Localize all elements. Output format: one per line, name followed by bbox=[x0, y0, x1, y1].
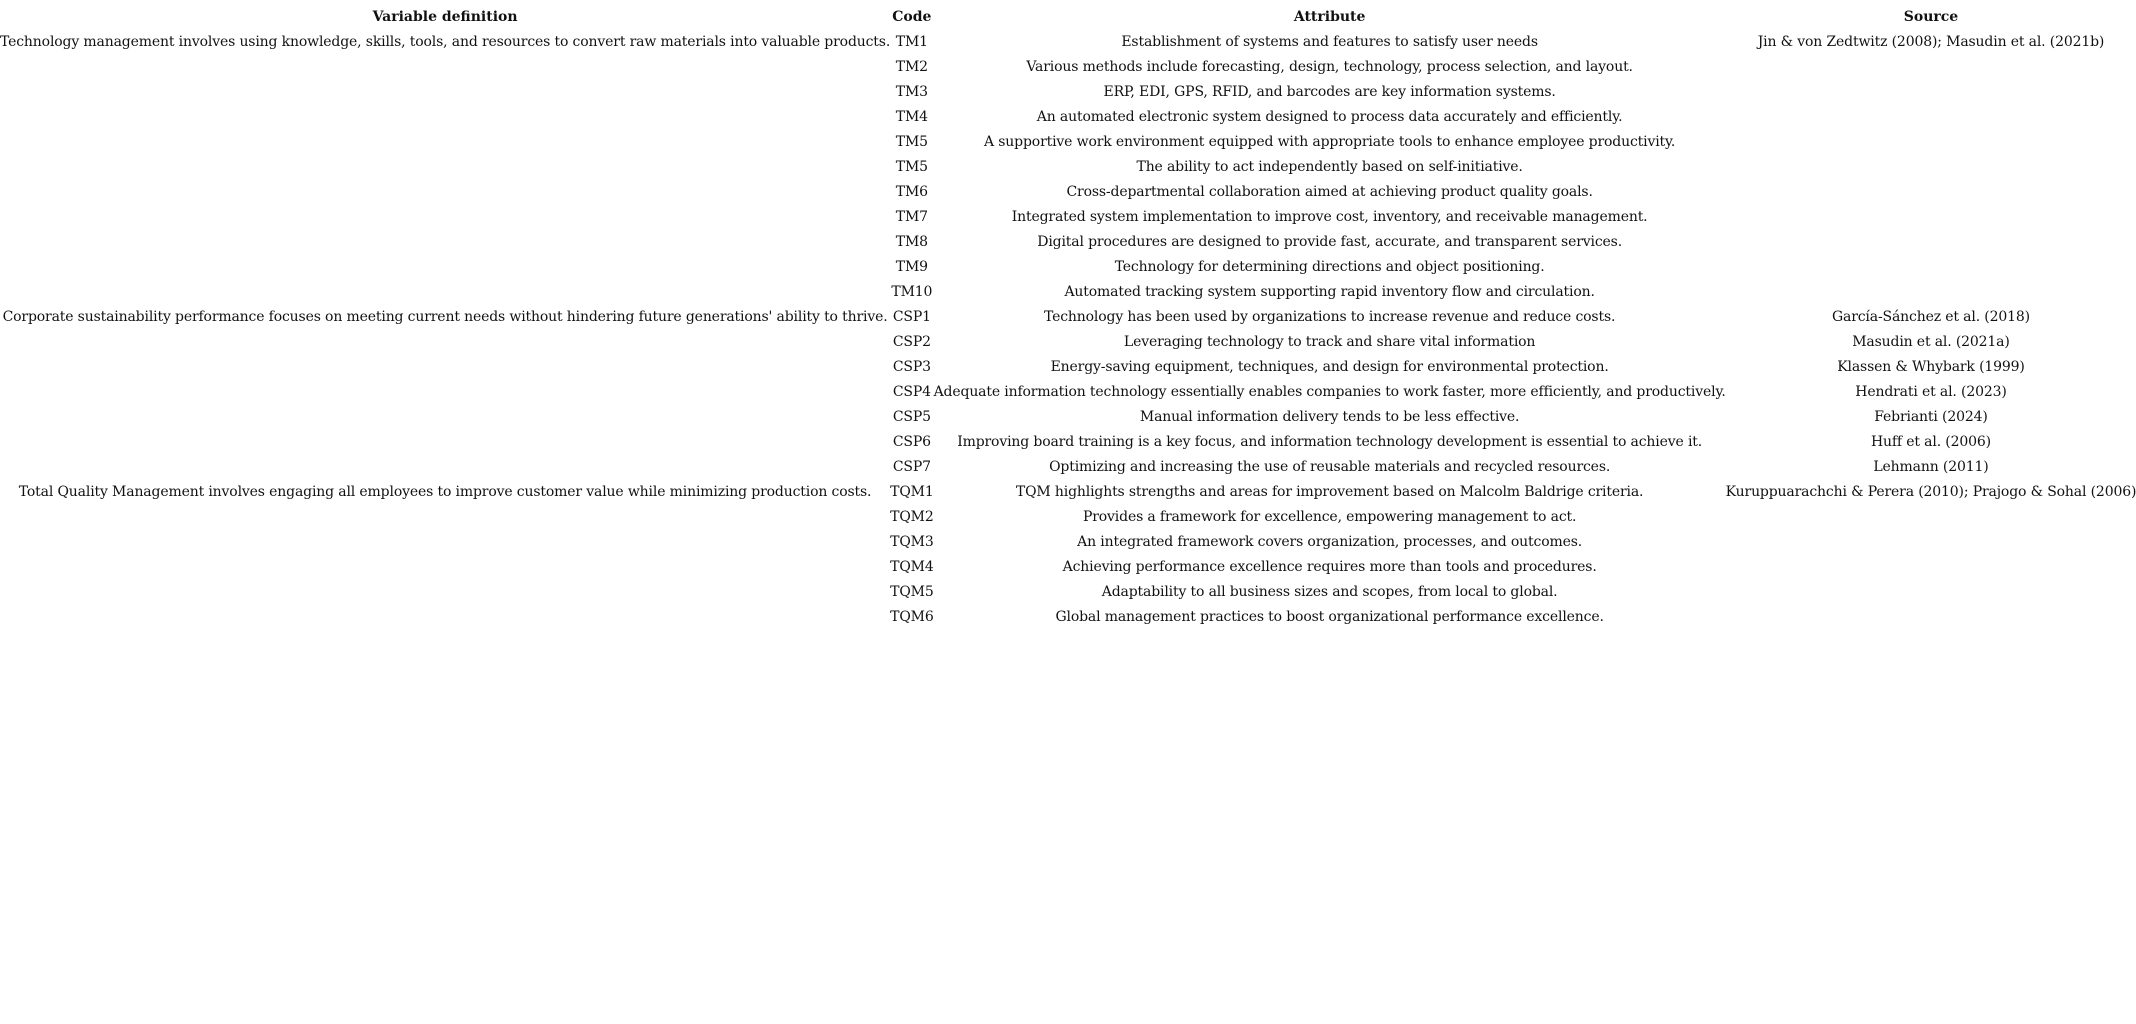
definition-cell bbox=[0, 505, 890, 530]
header-attribute: Attribute bbox=[1293, 9, 1366, 25]
source-cell bbox=[1726, 155, 2136, 180]
code-cell: TM9 bbox=[895, 259, 928, 275]
definition-cell: Technology management involves using knowledge, skills, tools, and resources to convert raw materials into valuable products. bbox=[0, 34, 891, 50]
attribute-cell: Establishment of systems and features to satisfy user needs bbox=[1121, 34, 1538, 50]
source-cell: Febrianti (2024) bbox=[1874, 409, 1988, 425]
table-row bbox=[0, 555, 2136, 580]
attribute-cell: An integrated framework covers organization, processes, and outcomes. bbox=[1077, 534, 1583, 550]
definition-cell bbox=[0, 280, 890, 305]
table-row bbox=[0, 405, 2136, 430]
code-cell: TM3 bbox=[895, 84, 928, 100]
code-cell: TM2 bbox=[895, 59, 928, 75]
definition-cell bbox=[0, 130, 890, 155]
definition-cell bbox=[0, 330, 890, 355]
definition-cell: Corporate sustainability performance focuses on meeting current needs without hindering future generations' ability to thrive. bbox=[2, 309, 888, 325]
attribute-cell: Achieving performance excellence requires more than tools and procedures. bbox=[1062, 559, 1597, 575]
attribute-cell: Leveraging technology to track and share vital information bbox=[1123, 334, 1536, 350]
table-row bbox=[0, 430, 2136, 455]
source-cell: Jin & von Zedtwitz (2008); Masudin et al. (2021b) bbox=[1757, 34, 2105, 50]
definition-cell bbox=[0, 105, 890, 130]
source-cell bbox=[1726, 280, 2136, 305]
attribute-cell: A supportive work environment equipped with appropriate tools to enhance employee productivity. bbox=[984, 134, 1676, 150]
definition-cell bbox=[0, 455, 890, 480]
code-cell: TM6 bbox=[895, 184, 928, 200]
definition-cell bbox=[0, 230, 890, 255]
definition-cell bbox=[0, 530, 890, 555]
attribute-cell: Global management practices to boost organizational performance excellence. bbox=[1055, 609, 1604, 625]
attribute-cell: Various methods include forecasting, design, technology, process selection, and layout. bbox=[1026, 59, 1633, 75]
table-row bbox=[0, 280, 2136, 305]
source-cell: Kuruppuarachchi & Perera (2010); Prajogo & Sohal (2006) bbox=[1725, 484, 2136, 500]
source-cell: Lehmann (2011) bbox=[1873, 459, 1989, 475]
source-cell bbox=[1726, 205, 2136, 230]
source-cell bbox=[1726, 105, 2136, 130]
definition-cell: Total Quality Management involves engaging all employees to improve customer value while minimizing production costs. bbox=[18, 484, 872, 500]
definition-cell bbox=[0, 205, 890, 230]
variables-table-container bbox=[0, 5, 2136, 630]
code-cell: CSP2 bbox=[892, 334, 931, 350]
source-cell bbox=[1726, 580, 2136, 605]
code-cell: CSP1 bbox=[892, 309, 931, 325]
source-cell bbox=[1726, 605, 2136, 630]
definition-cell bbox=[0, 80, 890, 105]
source-cell bbox=[1726, 230, 2136, 255]
definition-cell bbox=[0, 580, 890, 605]
code-cell: TM4 bbox=[895, 109, 928, 125]
source-cell: Hendrati et al. (2023) bbox=[1855, 384, 2007, 400]
definition-cell bbox=[0, 405, 890, 430]
attribute-cell: Technology has been used by organizations to increase revenue and reduce costs. bbox=[1043, 309, 1616, 325]
table-row bbox=[0, 30, 2136, 55]
table-row bbox=[0, 130, 2136, 155]
code-cell: TM1 bbox=[895, 34, 928, 50]
definition-cell bbox=[0, 555, 890, 580]
definition-cell bbox=[0, 355, 890, 380]
code-cell: TM8 bbox=[895, 234, 928, 250]
attribute-cell: Provides a framework for excellence, empowering management to act. bbox=[1082, 509, 1577, 525]
attribute-cell: Energy-saving equipment, techniques, and design for environmental protection. bbox=[1050, 359, 1609, 375]
source-cell bbox=[1726, 130, 2136, 155]
table-body bbox=[0, 30, 2136, 630]
code-cell: TQM5 bbox=[890, 584, 934, 600]
header-row bbox=[0, 5, 2136, 30]
table-row bbox=[0, 480, 2136, 505]
code-cell: CSP5 bbox=[892, 409, 931, 425]
definition-cell bbox=[0, 605, 890, 630]
table-row bbox=[0, 355, 2136, 380]
table-row bbox=[0, 605, 2136, 630]
code-cell: TQM6 bbox=[890, 609, 934, 625]
attribute-cell: An automated electronic system designed to process data accurately and efficiently. bbox=[1036, 109, 1623, 125]
source-cell: Huff et al. (2006) bbox=[1870, 434, 1991, 450]
table-row bbox=[0, 155, 2136, 180]
header-variable-definition: Variable definition bbox=[372, 9, 518, 25]
table-header bbox=[0, 5, 2136, 30]
table-row bbox=[0, 105, 2136, 130]
attribute-cell: TQM highlights strengths and areas for improvement based on Malcolm Baldrige criteria. bbox=[1015, 484, 1644, 500]
attribute-cell: The ability to act independently based on self-initiative. bbox=[1136, 159, 1523, 175]
source-cell: García-Sánchez et al. (2018) bbox=[1831, 309, 2030, 325]
attribute-cell: Cross-departmental collaboration aimed at achieving product quality goals. bbox=[1066, 184, 1593, 200]
attribute-cell: Technology for determining directions and object positioning. bbox=[1114, 259, 1545, 275]
source-cell bbox=[1726, 255, 2136, 280]
table-row bbox=[0, 505, 2136, 530]
source-cell bbox=[1726, 180, 2136, 205]
attribute-cell: Adaptability to all business sizes and scopes, from local to global. bbox=[1101, 584, 1558, 600]
attribute-cell: Manual information delivery tends to be less effective. bbox=[1139, 409, 1520, 425]
table-row bbox=[0, 530, 2136, 555]
attribute-cell: Digital procedures are designed to provide fast, accurate, and transparent services. bbox=[1037, 234, 1622, 250]
code-cell: TM5 bbox=[895, 134, 928, 150]
table-row bbox=[0, 380, 2136, 405]
code-cell: CSP6 bbox=[892, 434, 931, 450]
table-row bbox=[0, 80, 2136, 105]
table-row bbox=[0, 305, 2136, 330]
code-cell: CSP4 bbox=[892, 384, 931, 400]
source-cell bbox=[1726, 505, 2136, 530]
attribute-cell: Automated tracking system supporting rapid inventory flow and circulation. bbox=[1064, 284, 1595, 300]
definition-cell bbox=[0, 255, 890, 280]
source-cell bbox=[1726, 555, 2136, 580]
table-row bbox=[0, 455, 2136, 480]
code-cell: TM5 bbox=[895, 159, 928, 175]
table-row bbox=[0, 55, 2136, 80]
code-cell: TQM3 bbox=[890, 534, 934, 550]
attribute-cell: ERP, EDI, GPS, RFID, and barcodes are key information systems. bbox=[1103, 84, 1556, 100]
header-code: Code bbox=[892, 9, 932, 25]
table-row bbox=[0, 205, 2136, 230]
source-cell bbox=[1726, 80, 2136, 105]
source-cell bbox=[1726, 530, 2136, 555]
table-row bbox=[0, 230, 2136, 255]
source-cell: Masudin et al. (2021a) bbox=[1852, 334, 2010, 350]
table-row bbox=[0, 180, 2136, 205]
definition-cell bbox=[0, 430, 890, 455]
code-cell: CSP3 bbox=[892, 359, 931, 375]
code-cell: TM10 bbox=[891, 284, 933, 300]
source-cell: Klassen & Whybark (1999) bbox=[1837, 359, 2025, 375]
definition-cell bbox=[0, 155, 890, 180]
attribute-cell: Optimizing and increasing the use of reusable materials and recycled resources. bbox=[1049, 459, 1611, 475]
code-cell: TQM2 bbox=[890, 509, 934, 525]
variables-table bbox=[0, 5, 2136, 630]
code-cell: TM7 bbox=[895, 209, 928, 225]
attribute-cell: Adequate information technology essentially enables companies to work faster, more efficiently, and productively. bbox=[933, 384, 1726, 400]
attribute-cell: Improving board training is a key focus, and information technology development is essential to achieve it. bbox=[957, 434, 1703, 450]
code-cell: CSP7 bbox=[892, 459, 931, 475]
table-row bbox=[0, 255, 2136, 280]
code-cell: TQM1 bbox=[890, 484, 934, 500]
table-row bbox=[0, 330, 2136, 355]
attribute-cell: Integrated system implementation to improve cost, inventory, and receivable management. bbox=[1011, 209, 1648, 225]
table-row bbox=[0, 580, 2136, 605]
code-cell: TQM4 bbox=[890, 559, 934, 575]
source-cell bbox=[1726, 55, 2136, 80]
header-source: Source bbox=[1903, 9, 1959, 25]
definition-cell bbox=[0, 380, 890, 405]
definition-cell bbox=[0, 55, 890, 80]
definition-cell bbox=[0, 180, 890, 205]
